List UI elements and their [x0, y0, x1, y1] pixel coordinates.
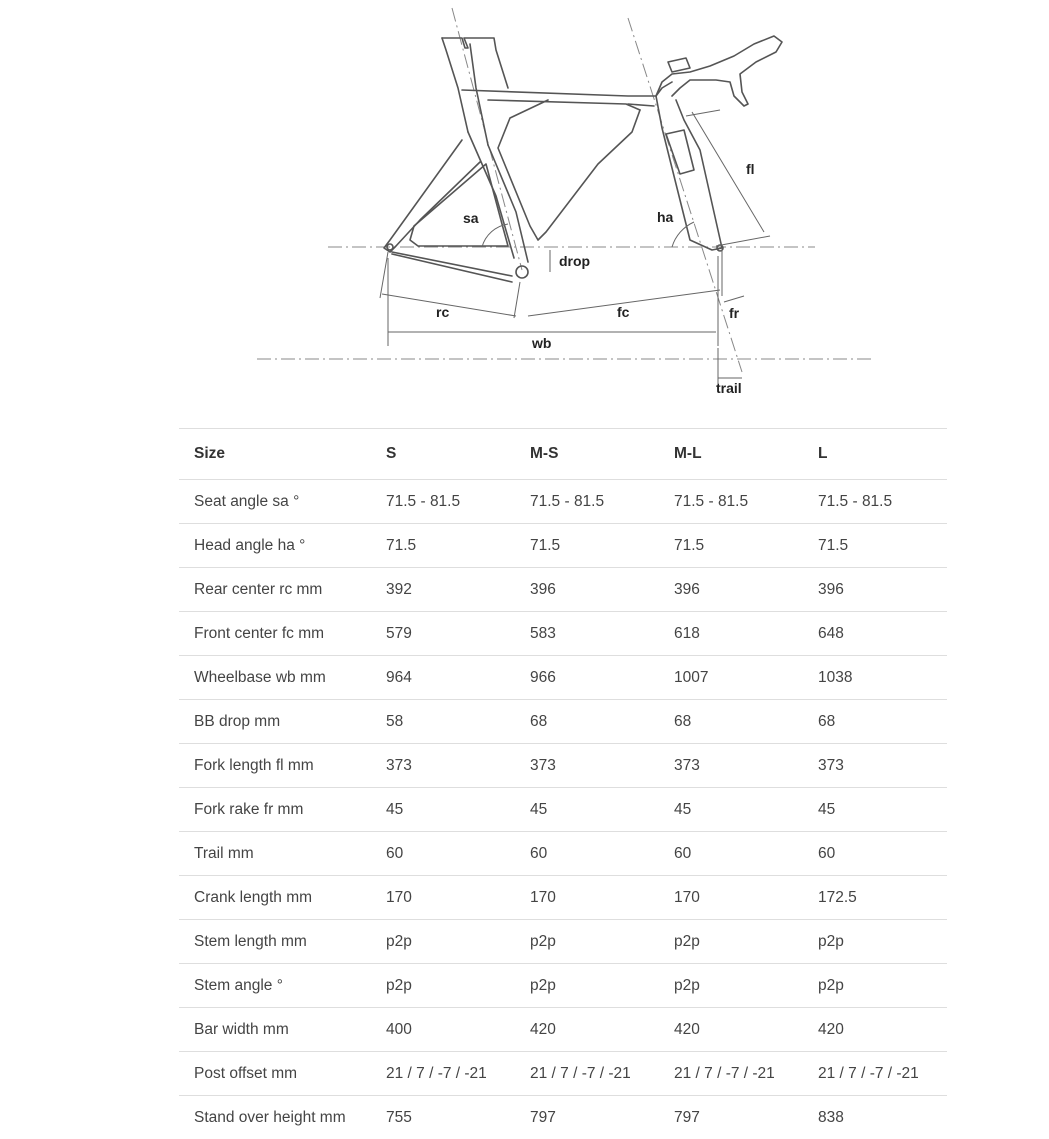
label-trail: trail — [716, 380, 742, 396]
cell-label: Seat angle sa ° — [179, 480, 371, 524]
table-row — [179, 788, 947, 832]
cell-label: Trail mm — [179, 832, 371, 876]
cell-l: p2p — [803, 964, 947, 1008]
cell-label: BB drop mm — [179, 700, 371, 744]
table-row — [179, 964, 947, 1008]
cell-l: 172.5 — [803, 876, 947, 920]
cell-m-l: 68 — [659, 700, 803, 744]
table-row — [179, 1052, 947, 1096]
cell-s: 58 — [371, 700, 515, 744]
label-fr: fr — [729, 305, 740, 321]
cell-s: 21 / 7 / -7 / -21 — [371, 1052, 515, 1096]
cell-m-l: p2p — [659, 920, 803, 964]
cell-label: Stand over height mm — [179, 1096, 371, 1139]
cell-m-s: p2p — [515, 920, 659, 964]
table-row — [179, 832, 947, 876]
bottom-bracket — [516, 266, 528, 278]
header-s: S — [371, 429, 515, 480]
label-sa: sa — [463, 210, 479, 226]
cell-s: 60 — [371, 832, 515, 876]
table-row — [179, 920, 947, 964]
cell-label: Front center fc mm — [179, 612, 371, 656]
cell-l: 60 — [803, 832, 947, 876]
label-drop: drop — [559, 253, 590, 269]
cell-m-l: 618 — [659, 612, 803, 656]
cell-m-s: 396 — [515, 568, 659, 612]
cell-label: Crank length mm — [179, 876, 371, 920]
table-row — [179, 700, 947, 744]
table-header-row — [179, 429, 947, 480]
label-fl: fl — [746, 161, 755, 177]
geometry-table — [179, 428, 947, 1139]
header-size: Size — [179, 429, 371, 480]
cell-label: Fork length fl mm — [179, 744, 371, 788]
cell-l: p2p — [803, 920, 947, 964]
cell-label: Stem angle ° — [179, 964, 371, 1008]
cell-m-l: 797 — [659, 1096, 803, 1139]
cell-s: 373 — [371, 744, 515, 788]
cell-l: 648 — [803, 612, 947, 656]
cell-l: 45 — [803, 788, 947, 832]
cell-s: 45 — [371, 788, 515, 832]
cell-s: p2p — [371, 920, 515, 964]
label-wb: wb — [531, 335, 551, 351]
header-m-s: M-S — [515, 429, 659, 480]
cell-m-l: 21 / 7 / -7 / -21 — [659, 1052, 803, 1096]
table-row — [179, 656, 947, 700]
cell-label: Rear center rc mm — [179, 568, 371, 612]
cell-m-l: 373 — [659, 744, 803, 788]
cell-m-l: p2p — [659, 964, 803, 1008]
table-row — [179, 876, 947, 920]
cell-label: Bar width mm — [179, 1008, 371, 1052]
cell-s: p2p — [371, 964, 515, 1008]
cell-m-l: 420 — [659, 1008, 803, 1052]
cell-l: 68 — [803, 700, 947, 744]
table-row — [179, 568, 947, 612]
cell-l: 373 — [803, 744, 947, 788]
cell-label: Post offset mm — [179, 1052, 371, 1096]
table-row — [179, 612, 947, 656]
label-rc: rc — [436, 304, 449, 320]
cell-s: 579 — [371, 612, 515, 656]
cell-l: 71.5 — [803, 524, 947, 568]
cell-s: 71.5 — [371, 524, 515, 568]
table-row — [179, 1096, 947, 1139]
cell-m-s: 797 — [515, 1096, 659, 1139]
header-m-l: M-L — [659, 429, 803, 480]
table-row — [179, 1008, 947, 1052]
cell-label: Stem length mm — [179, 920, 371, 964]
cell-label: Fork rake fr mm — [179, 788, 371, 832]
cell-m-l: 45 — [659, 788, 803, 832]
cell-m-s: p2p — [515, 964, 659, 1008]
header-l: L — [803, 429, 947, 480]
table-row — [179, 480, 947, 524]
label-fc: fc — [617, 304, 630, 320]
cell-s: 964 — [371, 656, 515, 700]
cell-m-l: 396 — [659, 568, 803, 612]
cell-l: 396 — [803, 568, 947, 612]
cell-m-l: 71.5 - 81.5 — [659, 480, 803, 524]
cell-m-s: 21 / 7 / -7 / -21 — [515, 1052, 659, 1096]
cell-s: 170 — [371, 876, 515, 920]
cell-m-s: 583 — [515, 612, 659, 656]
cell-s: 392 — [371, 568, 515, 612]
cell-m-s: 68 — [515, 700, 659, 744]
cell-l: 21 / 7 / -7 / -21 — [803, 1052, 947, 1096]
cell-m-s: 71.5 — [515, 524, 659, 568]
cell-m-l: 71.5 — [659, 524, 803, 568]
cell-m-s: 60 — [515, 832, 659, 876]
cell-s: 71.5 - 81.5 — [371, 480, 515, 524]
cell-label: Head angle ha ° — [179, 524, 371, 568]
cell-l: 838 — [803, 1096, 947, 1139]
label-ha: ha — [657, 209, 674, 225]
cell-m-l: 1007 — [659, 656, 803, 700]
cell-m-s: 373 — [515, 744, 659, 788]
steering-axis-line — [628, 18, 742, 372]
cell-label: Wheelbase wb mm — [179, 656, 371, 700]
frame-geometry-diagram — [0, 0, 1049, 410]
cell-m-l: 60 — [659, 832, 803, 876]
cell-l: 420 — [803, 1008, 947, 1052]
cell-l: 1038 — [803, 656, 947, 700]
cell-s: 400 — [371, 1008, 515, 1052]
cell-m-s: 170 — [515, 876, 659, 920]
cell-m-s: 966 — [515, 656, 659, 700]
table-row — [179, 524, 947, 568]
table-row — [179, 744, 947, 788]
cell-l: 71.5 - 81.5 — [803, 480, 947, 524]
cell-s: 755 — [371, 1096, 515, 1139]
cell-m-s: 71.5 - 81.5 — [515, 480, 659, 524]
cell-m-s: 420 — [515, 1008, 659, 1052]
cell-m-l: 170 — [659, 876, 803, 920]
cell-m-s: 45 — [515, 788, 659, 832]
